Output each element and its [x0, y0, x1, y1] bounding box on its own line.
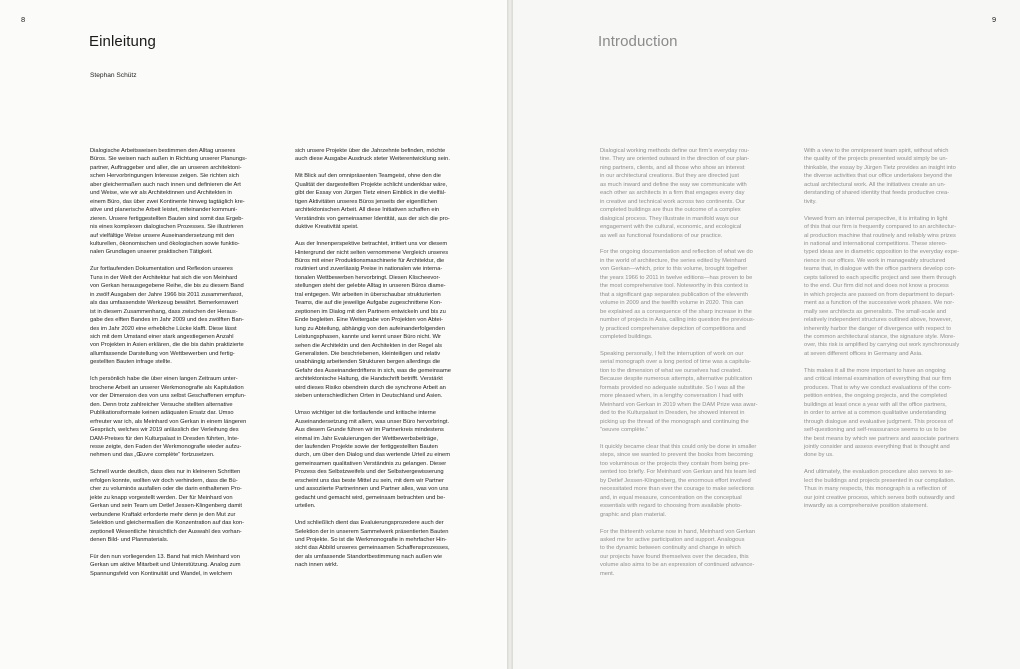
paragraph: Viewed from an internal perspective, it is irritating in light of this that our firm is frequently compared to an architectur- al production machine that routinely and reliably wins prizes in national and international competitions. These stereo- typed ideas are in diametric opposition to the everyday expe- rience in our offices. We work in manageably structured teams that, in dialogue with the office partners develop con- cepts tailored to each specific project and see them through to the end. Our firm did not and does not know a process in which projects are passed on from department to depart- ment as a function of the successive work phases. We nor- mally see architects as generalists. The small-scale and relatively independent structures outlined above, however, inherently harbor the danger of divergence with respect to the common architectural stance, the signature style. More- over, this risk is amplified by carrying out work synchronously at seven different offices in Germany and Asia.: [804, 215, 960, 357]
paragraph: Mit Blick auf den omnipräsenten Teamgeist, ohne den die Qualität der dargestellten Projekte schlicht undenkbar wäre, gibt der Essay von Jürgen Tietz einen Einblick in die vielfäl- tigen Aktivitäten unseres Büros jenseits der eigentlichen architektonischen Arbeit. All diese Initiativen schaffen ein Verständnis von gemeinsamer Identität, aus der sich die pro- duktive Kreativität speist.: [295, 173, 450, 231]
paragraph: Ich persönlich habe die über einen langen Zeitraum unter- brochene Arbeit an unserer Werkmonografie als Kapitulation vor der Dimension des von uns selbst Geschaffenen empfun- den. Denn trotz zahlreicher Versuche stellten alternative Publikationsformate keinen adäquaten Ersatz dar. Umso erfreuter war ich, als Meinhard von Gerkan in einem längeren Gespräch, welches wir 2019 anlässlich der Verleihung des DAM-Preises für den Kulturpalast in Dresden führten, Inte- resse zeigte, den Faden der Werkmonografie wieder aufzu- nehmen und das „Œuvre complète“ fortzusetzen.: [90, 376, 247, 459]
paragraph: And ultimately, the evaluation procedure also serves to se- lect the buildings and projects presented in our compilation. Thus in many respects, this monograph is a reflection of our joint creative process, which serves both outwardly and inwardly as a comprehensive position statement.: [804, 469, 956, 510]
paragraph: Umso wichtiger ist die fortlaufende und kritische interne Auseinandersetzung mit allem, was unser Büro hervorbringt. Aus diesem Grunde führen wir im Partnerkreis mindestens einmal im Jahr Evaluierungen der Wettbewerbsbeiträge, der laufenden Projekte sowie der fertiggestellten Bauten durch, um über den Dialog und das wertende Urteil zu einem gemeinsamen qualitativen Verständnis zu gelangen. Dieser Prozess des Selbstzweifels und der Selbstvergewisserung erscheint uns das beste Mittel zu sein, mit dem wir Partner und assoziierte Partnerinnen und Partner alles, was von uns gedacht und gemacht wird, gemeinsam betrachten und be- urteilen.: [295, 410, 451, 510]
page-number: 8: [21, 15, 26, 24]
page-title: Introduction: [598, 33, 678, 50]
paragraph: With a view to the omnipresent team spirit, without which the quality of the projects presented would simply be un- thinkable, the essay by Jürgen Tietz provides an insight into the diverse activities that our office undertakes beyond the actual architectural work. All the initiatives create an un- derstanding of shared identity that feeds productive crea- tivity.: [804, 148, 956, 205]
paragraph: Für den nun vorliegenden 13. Band hat mich Meinhard von Gerkan um aktive Mitarbeit und Unterstützung. Analog zum Spannungsfeld von Kontinuität und Wandel, in welchem: [90, 553, 241, 577]
text-column-1: [600, 147, 796, 587]
paragraph: Und schließlich dient das Evaluierungsprozedere auch der Selektion der in unserem Sammelwerk präsentierten Bauten und Projekte. So ist die Werkmonografie in mehrfacher Hin- sicht das Abbild unseres gemeinsamen Schaffensprozesses, der als umfassende Standortbestimmung nach außen wie nach innen wirkt.: [295, 520, 450, 569]
paragraph: Aus der Innenperspektive betrachtet, irritiert uns vor diesem Hintergrund der nicht selten vernommene Vergleich unseres Büros mit einer Produktionsmaschinerie für Architektur, die routiniert und zuverlässig Preise in nationalen wie interna- tionalen Wettbewerben hervorbringt. Diesen Klischeevor- stellungen steht der gelebte Alltag in unseren Büros diame- tral entgegen. Wir arbeiten in überschaubar strukturierten Teams, die auf die jeweilige Aufgabe zugeschnittene Kon- zeptionen im Dialog mit den Partnern entwickeln und bis zu Ende begleiten. Eine Weitergabe von Projekten von Abtei- lung zu Abteilung, abhängig von den aufeinanderfolgenden Leistungsphasen, kannte und kennt unser Büro nicht. Wir sehen die Architektin und den Architekten in der Regel als Generalisten. Die beschriebenen, kleinteiligen und relativ unabhängig arbeitenden Strukturen bergen allerdings die Gefahr des Auseinanderdriftens in sich, was die gemeinsame architektonische Haltung, die Handschrift betrifft. Verstärkt wird dieses Risiko obendrein durch die synchrone Arbeit an sieben unterschiedlichen Orten in Deutschland und Asien.: [295, 241, 451, 400]
page-number: 9: [992, 15, 997, 24]
left-page: [0, 0, 507, 669]
right-page: [513, 0, 1020, 669]
paragraph: Zur fortlaufenden Dokumentation und Reflexion unseres Tuns in der Welt der Architektur hat sich die von Meinhard von Gerkan herausgegebene Reihe, die bis zu diesem Band in zwölf Ausgaben der Jahre 1966 bis 2011 zusammenfasst, als das umfassendste Werkzeug bewährt. Bemerkenswert ist in diesem Zusammenhang, dass zwischen der Heraus- gabe des elften Bandes im Jahr 2009 und des zwölften Ban- des im Jahr 2020 eine erhebliche Lücke klafft. Diese lässt sich mit dem Umstand einer stark angestiegenen Anzahl von Projekten in Asien erklären, die die bis dahin praktizierte allumfassende Darstellung von Wettbewerben und fertig- gestellten Bauten infrage stellte.: [90, 266, 244, 366]
author-name: Stephan Schütz: [90, 72, 137, 79]
text-column-2: [804, 147, 1000, 519]
paragraph: It quickly became clear that this could only be done in smaller steps, since we wanted to prevent the books from becoming too voluminous or the projects they contain from being pre- sented too briefly. For Meinhard von Gerkan and his team led by Detlef Jessen-Klingenberg, the enormous effort involved necessitated more than ever the courage to make selections and, in equal measure, concentration on the conceptual essentials with regard to choosing from available photo- graphic and plan material.: [600, 444, 757, 518]
paragraph: Dialogische Arbeitsweisen bestimmen den Alltag unseres Büros. Sie weisen nach außen in Richtung unserer Planungs- partner, Auftraggeber und aller, die an unseren architektoni- schen Hervorbringungen Interesse zeigen. Sie richten sich aber gleichermaßen auch nach innen und definieren die Art und Weise, wie wir als Architektinnen und Architekten in einem Büro, das über zwei Kontinente hinweg tagtäglich kre- ative und planerische Arbeit leistet, miteinander kommuni- zieren. Unsere fertiggestellten Bauten sind somit das Ergeb- nis eines komplexen dialogischen Prozesses. Sie illustrieren auf vielfältige Weise unsere Auseinandersetzung mit den kulturellen, ökonomischen und ökologischen sowie funktio- nalen Grundlagen unserer praktischen Tätigkeit.: [90, 148, 247, 256]
paragraph: For the ongoing documentation and reflection of what we do in the world of architecture, the series edited by Meinhard von Gerkan—which, prior to this volume, brought together the years 1966 to 2011 in twelve editions—has proven to be the most comprehensive tool. Noteworthy in this context is that a significant gap separates publication of the eleventh volume in 2009 and the twelfth volume in 2020. This can be explained as a consequence of the sharp increase in the number of projects in Asia, calling into question the previous- ly practiced comprehensive depiction of competitions and completed buildings.: [600, 249, 755, 341]
paragraph: Speaking personally, I felt the interruption of work on our serial monograph over a long period of time was a capitula- tion to the dimension of what we ourselves had created. Because despite numerous attempts, alternative publication formats provided no adequate substitute. So I was all the more pleased when, in a lengthy conversation I had with Meinhard von Gerkan in 2019 when the DAM Prize was awar- ded to the Kulturpalast in Dresden, he showed interest in picking up the thread of the monograph and continuing the “oeuvre complète.”: [600, 350, 758, 434]
text-column-2: [295, 147, 491, 578]
text-column-1: [90, 147, 286, 587]
paragraph: Schnell wurde deutlich, dass dies nur in kleineren Schritten erfolgen konnte, wollten wir doch verhindern, dass die Bü- cher zu voluminös ausfallen oder die darin enthaltenen Pro- jekte zu knapp vorgestellt werden. Der für Meinhard von Gerkan und sein Team um Detlef Jessen-Klingenberg damit verbundene Kraftakt erforderte mehr denn je den Mut zur Selektion und gleichermaßen die Konzentration auf das kon- zeptionell Wesentliche hinsichtlich der Auswahl des vorhan- denen Bild- und Planmaterials.: [90, 469, 245, 543]
paragraph: Dialogical working methods define our firm’s everyday rou- tine. They are oriented outward in the direction of our plan- ning partners, clients, and all those who show an interest in our architectural creations. But they are directed just as much inward and define the way we communicate with each other as architects in a firm that engages every day in creative and technical work across two continents. Our completed buildings are thus the outcome of a complex dialogical process. They illustrate in manifold ways our engagement with the cultural, economic, and ecological as well as functional foundations of our practice.: [600, 148, 750, 239]
page-title: Einleitung: [89, 33, 156, 50]
paragraph: sich unsere Projekte über die Jahrzehnte befinden, möchte auch diese Ausgabe Ausdruck steter Weiterentwicklung sein.: [295, 148, 450, 163]
paragraph: For the thirteenth volume now in hand, Meinhard von Gerkan asked me for active participation and support. Analogous to the dynamic between continuity and change in which our projects have found themselves over the decades, this volume also aims to be an expression of continued advance- ment.: [600, 528, 756, 577]
paragraph: This makes it all the more important to have an ongoing and critical internal examination of everything that our firm produces. That is why we conduct evaluations of the com- petition entries, the ongoing projects, and the completed buildings at least once a year with all the office partners, in order to arrive at a common qualitative understanding through dialogue and evaluative judgment. This process of self-questioning and self-reassurance seems to us to be the best means by which we partners and associate partners jointly consider and assess everything that is thought and done by us.: [804, 367, 959, 459]
